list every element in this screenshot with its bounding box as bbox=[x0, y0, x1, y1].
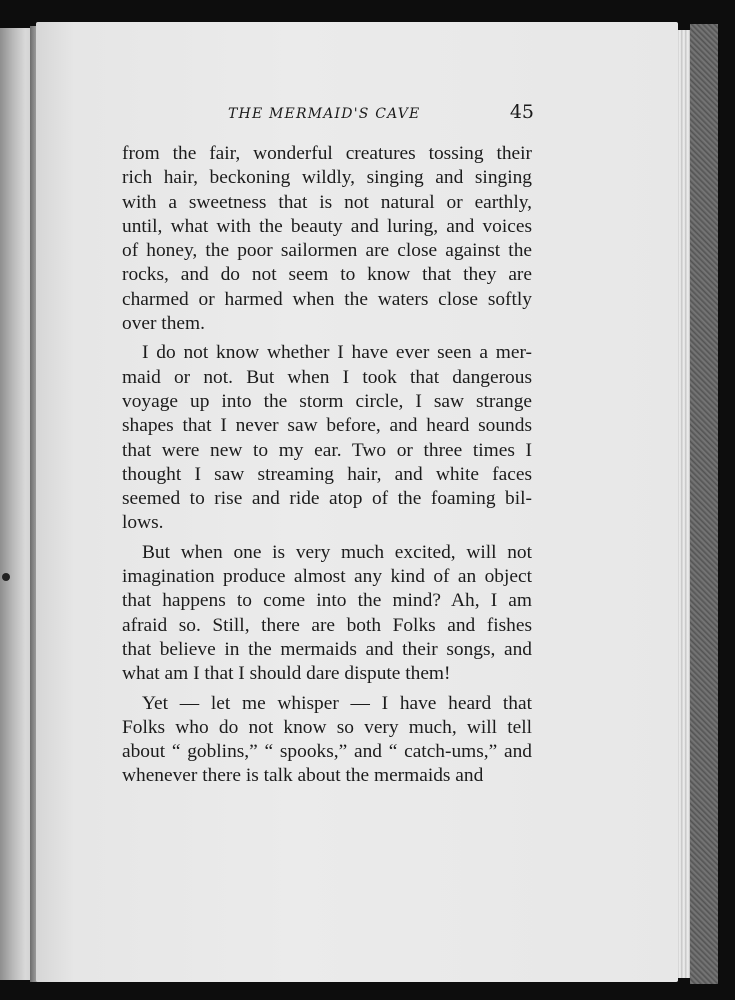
text-line: rich hair, beckoning wildly, singing and singing bbox=[122, 167, 532, 189]
page-number: 45 bbox=[509, 101, 534, 123]
text-line: Folks who do not know so very much, will tell bbox=[122, 716, 532, 738]
text-line: rocks, and do not seem to know that they are bbox=[122, 264, 532, 286]
page-header bbox=[88, 101, 534, 128]
text-line: voyage up into the storm circle, I saw strange bbox=[122, 390, 532, 412]
book-cover bbox=[690, 24, 718, 984]
text-line: that were new to my ear. Two or three times I bbox=[122, 439, 532, 461]
text-line: over them. bbox=[122, 313, 205, 335]
margin-mark bbox=[2, 573, 10, 581]
text-line: lows. bbox=[122, 512, 164, 534]
running-title: THE MERMAID'S CAVE bbox=[228, 106, 421, 122]
text-line: whenever there is talk about the mermaids and bbox=[122, 765, 484, 787]
text-line: thought I saw streaming hair, and white faces bbox=[122, 463, 532, 485]
text-line: what am I that I should dare dispute them! bbox=[122, 663, 451, 685]
text-line: from the fair, wonderful creatures tossing their bbox=[122, 143, 532, 164]
text-line: that happens to come into the mind? Ah, I am bbox=[122, 590, 532, 612]
paragraph bbox=[122, 341, 532, 535]
paragraph bbox=[122, 692, 532, 789]
text-line: until, what with the beauty and luring, and voices bbox=[122, 215, 532, 237]
text-line: I do not know whether I have ever seen a mer- bbox=[142, 342, 532, 364]
page-edges bbox=[678, 30, 690, 978]
text-line: afraid so. Still, there are both Folks and fishes bbox=[122, 614, 532, 636]
text-line: imagination produce almost any kind of an object bbox=[122, 566, 532, 588]
text-line: shapes that I never saw before, and heard sounds bbox=[122, 415, 532, 437]
text-line: with a sweetness that is not natural or earthly, bbox=[122, 191, 532, 213]
paragraph bbox=[122, 142, 532, 336]
text-line: But when one is very much excited, will not bbox=[142, 541, 532, 563]
text-line: that believe in the mermaids and their songs, and bbox=[122, 638, 532, 660]
text-line: Yet — let me whisper — I have heard that bbox=[142, 692, 532, 714]
text-line: of honey, the poor sailormen are close against the bbox=[122, 240, 532, 262]
paragraph bbox=[122, 541, 532, 687]
text-line: about “ goblins,” “ spooks,” and “ catch-ums,” and bbox=[122, 741, 532, 763]
body-text bbox=[122, 142, 532, 789]
text-line: seemed to rise and ride atop of the foaming bil- bbox=[122, 488, 532, 510]
text-line: maid or not. But when I took that dangerous bbox=[122, 366, 532, 388]
text-line: charmed or harmed when the waters close softly bbox=[122, 288, 532, 310]
